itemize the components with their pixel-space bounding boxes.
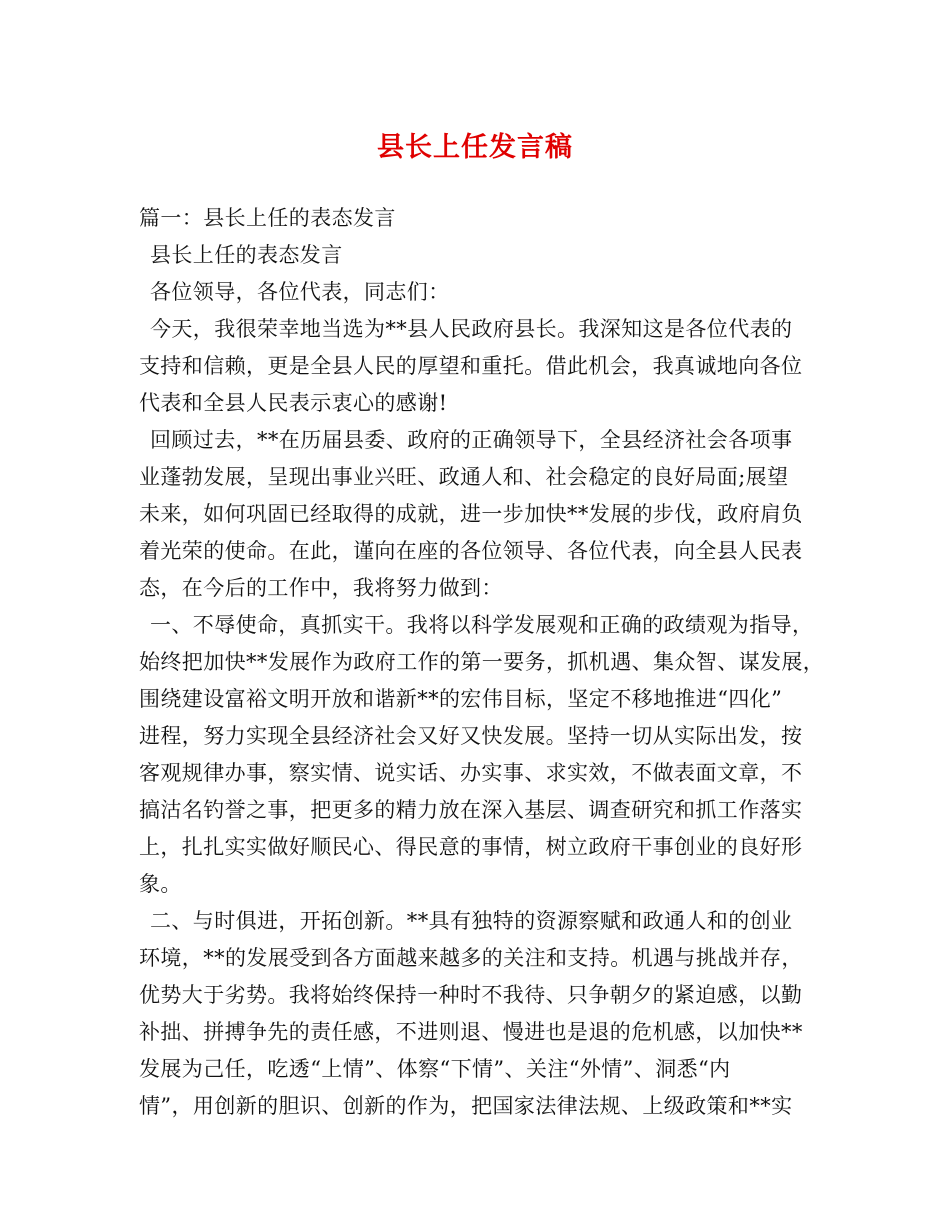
text-line: 优势大于劣势。我将始终保持一种时不我待、只争朝夕的紧迫感，以勤 [139,983,803,1007]
text-line: 始终把加快**发展作为政府工作的第一要务，抓机遇、集众智、谋发展， [139,650,825,674]
text-line: 进程，努力实现全县经济社会又好又快发展。坚持一切从实际出发，按 [139,724,803,748]
text-line: 着光荣的使命。在此，谨向在座的各位领导、各位代表，向全县人民表 [139,539,803,563]
text-line: 发展为己任，吃透“上情”、体察“下情”、关注“外情”、洞悉“内 [139,1057,731,1081]
text-line: 态，在今后的工作中，我将努力做到： [139,576,503,600]
text-line: 情”，用创新的胆识、创新的作为，把国家法律法规、上级政策和**实 [139,1094,793,1118]
speech-title: 县长上任的表态发言 [150,243,343,267]
text-line: 未来，如何巩固已经取得的成就，进一步加快**发展的步伐，政府肩负 [139,502,803,526]
section-heading: 篇一：县长上任的表态发言 [139,206,396,230]
text-line: 二、与时俱进，开拓创新。**具有独特的资源察赋和政通人和的创业 [150,909,793,933]
document-body [139,200,829,1125]
text-line: 代表和全县人民表示衷心的感谢! [139,391,448,415]
text-line: 一、不辱使命，真抓实干。我将以科学发展观和正确的政绩观为指导， [150,613,814,637]
salutation: 各位领导，各位代表，同志们： [150,280,450,304]
text-line: 今天，我很荣幸地当选为**县人民政府县长。我深知这是各位代表的 [150,317,793,341]
text-line: 客观规律办事，察实情、说实话、办实事、求实效，不做表面文章，不 [139,761,803,785]
text-line: 象。 [139,872,182,896]
text-line: 补拙、拼搏争先的责任感，不进则退、慢进也是退的危机感，以加快** [139,1020,803,1044]
text-line: 环境，**的发展受到各方面越来越多的关注和支持。机遇与挑战并存， [139,946,803,970]
text-line: 回顾过去，**在历届县委、政府的正确领导下，全县经济社会各项事 [150,428,793,452]
text-line: 支持和信赖，更是全县人民的厚望和重托。借此机会，我真诚地向各位 [139,354,803,378]
text-line: 业蓬勃发展，呈现出事业兴旺、政通人和、社会稳定的良好局面;展望 [139,465,789,489]
text-line: 上，扎扎实实做好顺民心、得民意的事情，树立政府干事创业的良好形 [139,835,803,859]
text-line: 搞沽名钓誉之事，把更多的精力放在深入基层、调查研究和抓工作落实 [139,798,803,822]
document-title: 县长上任发言稿 [377,132,573,163]
text-line: 围绕建设富裕文明开放和谐新**的宏伟目标，坚定不移地推进“四化” [139,687,783,711]
